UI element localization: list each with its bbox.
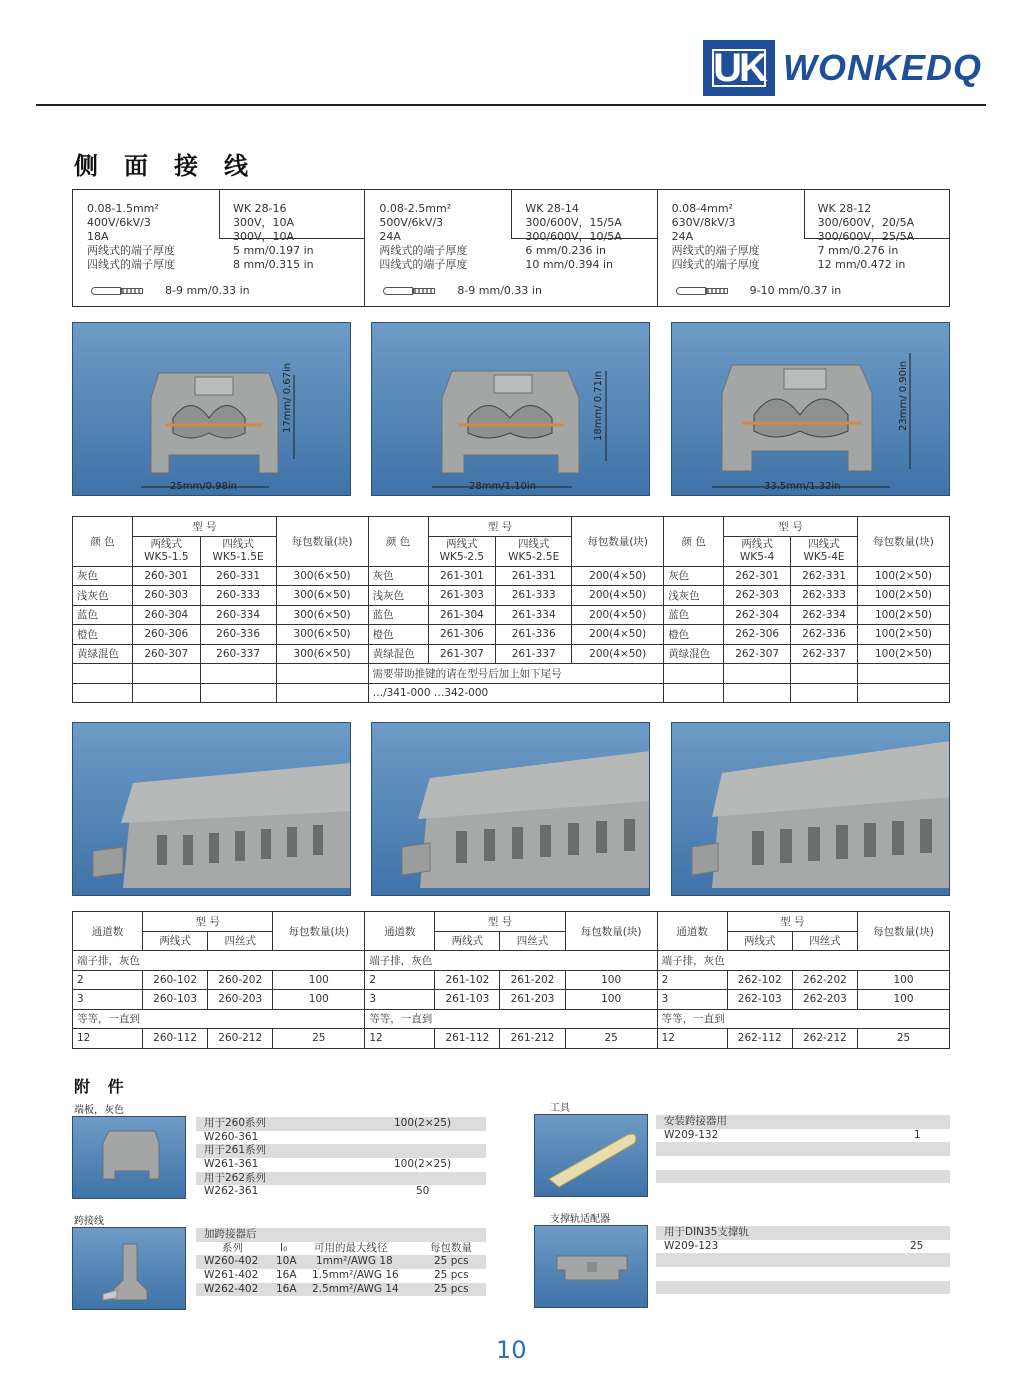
- width-dimension: 33.5mm/1.32in: [764, 481, 841, 492]
- terminal-block-icon: [372, 323, 650, 496]
- wire-strip: [383, 284, 542, 298]
- spec-column: [73, 190, 365, 306]
- header-model: 型 号: [133, 517, 277, 537]
- list-item: 系列 I₀ 可用的最大线径 每包数量: [222, 1241, 472, 1254]
- spec-column: [365, 190, 657, 306]
- strip-length: 8-9 mm/0.33 in: [165, 284, 250, 297]
- color-model-table: [72, 516, 950, 703]
- spec-text: 300/600V，15/5A: [525, 216, 622, 229]
- terminal-strip-icon: [672, 723, 950, 896]
- terminal-strip-photo-260: [72, 722, 351, 896]
- spec-text: 两线式的端子厚度: [87, 244, 175, 257]
- spec-text: 400V/6kV/3: [87, 216, 151, 229]
- header-two-wire: 两线式 WK5-1.5: [133, 536, 201, 566]
- spec-text: 18A: [87, 230, 109, 243]
- terminal-block-icon: [73, 323, 351, 496]
- spec-text: 300/600V，25/5A: [817, 230, 915, 243]
- spec-text: 24A: [379, 230, 401, 243]
- spec-text: WK 28-14: [525, 202, 579, 215]
- spec-text: 300/600V，10/5A: [525, 230, 622, 243]
- spec-text: 7 mm/0.276 in: [817, 244, 899, 257]
- strip-length: 8-9 mm/0.33 in: [457, 284, 542, 297]
- brand-name: WONKEDQ: [783, 47, 982, 88]
- header-pack: 每包数量(块): [565, 912, 657, 951]
- list-item: W260-402 10A 1mm²/AWG 18 25 pcs: [196, 1255, 486, 1269]
- spec-text: 6 mm/0.236 in: [525, 244, 606, 257]
- spec-text: 四线式的端子厚度: [671, 258, 760, 271]
- tool-icon: [535, 1115, 649, 1198]
- width-dimension: 28mm/1.10in: [469, 481, 536, 492]
- height-dimension: 17mm/ 0.67in: [282, 362, 293, 433]
- list-item: W209-123 25: [664, 1239, 924, 1252]
- table-row: 2 260-102 260-202 100 2 261-102 261-202 100 2 262-102 262-202 100: [73, 970, 950, 990]
- list-item: 用于262系列: [196, 1172, 486, 1186]
- terminal-strip-table: [72, 911, 950, 1049]
- list-item: W260-361: [204, 1130, 259, 1143]
- header-two-wire: 两线式: [435, 931, 500, 951]
- header-model: 型 号: [727, 912, 857, 932]
- note-push-key: 需要带助推键的请在型号后加上如下尾号: [368, 664, 664, 684]
- header-divider: [36, 104, 986, 106]
- header-model: 型 号: [143, 912, 273, 932]
- header-two-wire: 两线式: [143, 931, 208, 951]
- jumper-list: [196, 1228, 486, 1296]
- width-dimension: 25mm/0.98in: [170, 481, 237, 492]
- table-row: 黄绿混色 260-307 260-337 300(6×50) 黄绿混色 261-307 261-337 200(4×50) 黄绿混色 262-307 262-337 100(2×50): [73, 644, 950, 664]
- spec-text: 0.08-1.5mm²: [87, 202, 159, 215]
- spec-text: 24A: [671, 230, 694, 243]
- header-pack: 每包数量(块): [273, 912, 365, 951]
- header-pack: 每包数量(块): [276, 517, 368, 567]
- strip-length: 9-10 mm/0.37 in: [749, 284, 842, 297]
- wire-insulation-icon: [91, 287, 121, 295]
- wire-insulation-icon: [676, 287, 706, 295]
- spec-text: 630V/8kV/3: [671, 216, 736, 229]
- product-photo-wk5-4: [671, 322, 950, 496]
- tool-label: 工具: [550, 1103, 570, 1114]
- header-model: 型 号: [428, 517, 572, 537]
- header-model: 型 号: [724, 517, 858, 537]
- spec-text: 12 mm/0.472 in: [817, 258, 906, 271]
- spec-text: 500V/6kV/3: [379, 216, 444, 229]
- header-model: 型 号: [435, 912, 565, 932]
- header-four-wire: 四丝式: [208, 931, 273, 951]
- header-color: 颜 色: [664, 517, 724, 567]
- list-item: 用于260系列 100(2×25): [196, 1117, 486, 1131]
- product-photo-wk5-1-5: [72, 322, 351, 496]
- header-two-wire: 两线式: [727, 931, 792, 951]
- logo-mark: UK: [703, 40, 775, 96]
- tool-photo: [534, 1114, 648, 1197]
- header-pack: 每包数量(块): [858, 517, 950, 567]
- jumper-icon: [73, 1228, 187, 1311]
- adapter-photo: [534, 1225, 648, 1308]
- wire-insulation-icon: [383, 287, 413, 295]
- adapter-list: [656, 1226, 950, 1294]
- spec-text: 0.08-2.5mm²: [379, 202, 452, 215]
- spec-text: 0.08-4mm²: [671, 202, 733, 215]
- wire-core-icon: [121, 288, 143, 294]
- spec-text: 四线式的端子厚度: [87, 258, 175, 271]
- wire-strip: [676, 284, 842, 298]
- wire-core-icon: [706, 288, 728, 294]
- header-color: 颜 色: [368, 517, 428, 567]
- rail-adapter-icon: [535, 1226, 649, 1309]
- header-color: 颜 色: [73, 517, 133, 567]
- table-note-row: [73, 664, 950, 684]
- spec-text: 300V，10A: [233, 230, 295, 243]
- header-channels: 通道数: [73, 912, 143, 951]
- spec-text: WK 28-12: [817, 202, 872, 215]
- height-dimension: 23mm/ 0.90in: [898, 360, 909, 431]
- list-item: W261-402 16A 1.5mm²/AWG 16 25 pcs: [204, 1269, 469, 1282]
- terminal-strip-icon: [372, 723, 650, 896]
- header-four-wire: 四丝式: [792, 931, 857, 951]
- brand-logo: [703, 40, 982, 96]
- note-suffix: …/341-000 …342-000: [368, 683, 664, 703]
- header-four-wire: 四线式 WK5-1.5E: [200, 536, 276, 566]
- table-row: 灰色 260-301 260-331 300(6×50) 灰色 261-301 261-331 200(4×50) 灰色 262-301 262-331 100(2×50): [73, 566, 950, 586]
- table-row: 浅灰色 260-303 260-333 300(6×50) 浅灰色 261-303 261-333 200(4×50) 浅灰色 262-303 262-333 100(2×50): [73, 586, 950, 606]
- spec-text: 两线式的端子厚度: [379, 244, 468, 257]
- spec-text: 四线式的端子厚度: [379, 258, 468, 271]
- terminal-strip-icon: [73, 723, 351, 896]
- spec-text: 10 mm/0.394 in: [525, 258, 613, 271]
- table-row: 橙色 260-306 260-336 300(6×50) 橙色 261-306 261-336 200(4×50) 橙色 262-306 262-336 100(2×50): [73, 625, 950, 645]
- end-plate-list: [196, 1117, 486, 1199]
- accessories-title: 附 件: [74, 1077, 130, 1096]
- end-plate-icon: [73, 1117, 187, 1200]
- terminal-strip-photo-261: [371, 722, 650, 896]
- list-item: 加跨接器后: [196, 1228, 486, 1242]
- adapter-label: 支撑轨适配器: [550, 1214, 610, 1225]
- header-channels: 通道数: [365, 912, 435, 951]
- product-photo-wk5-2-5: [371, 322, 650, 496]
- spec-column: [658, 190, 949, 306]
- section-title: 侧面接线: [74, 151, 274, 180]
- header-pack: 每包数量(块): [572, 517, 664, 567]
- list-item: W261-361 100(2×25): [204, 1158, 452, 1171]
- header-two-wire: 两线式 WK5-4: [724, 536, 791, 566]
- spec-text: 两线式的端子厚度: [671, 244, 760, 257]
- list-item: W209-132 1: [664, 1128, 921, 1141]
- header-two-wire: 两线式 WK5-2.5: [428, 536, 496, 566]
- list-item: 用于DIN35支撑轨: [656, 1226, 950, 1240]
- header-four-wire: 四丝式: [500, 931, 565, 951]
- end-plate-label: 端板，灰色: [74, 1105, 124, 1116]
- tool-list: [656, 1115, 950, 1183]
- table-note-row: [73, 683, 950, 703]
- header-four-wire: 四线式 WK5-2.5E: [496, 536, 572, 566]
- terminal-strip-photo-262: [671, 722, 950, 896]
- spec-text: WK 28-16: [233, 202, 287, 215]
- spec-text: 300/600V，20/5A: [817, 216, 915, 229]
- list-item: 安装跨接器用: [656, 1115, 950, 1129]
- end-plate-photo: [72, 1116, 186, 1199]
- spec-text: 5 mm/0.197 in: [233, 244, 314, 257]
- spec-text: 300V，10A: [233, 216, 295, 229]
- header-pack: 每包数量(块): [858, 912, 950, 951]
- jumper-photo: [72, 1227, 186, 1310]
- caption-row: 端子排，灰色 端子排，灰色 端子排，灰色: [73, 951, 950, 971]
- header-channels: 通道数: [657, 912, 727, 951]
- height-dimension: 18mm/ 0.71in: [593, 370, 604, 441]
- list-item: W262-402 16A 2.5mm²/AWG 14 25 pcs: [196, 1283, 486, 1297]
- jumper-label: 跨接线: [74, 1216, 104, 1227]
- page-number: 10: [496, 1336, 527, 1364]
- table-row: 3 260-103 260-203 100 3 261-103 261-203 100 3 262-103 262-203 100: [73, 990, 950, 1010]
- list-item: 用于261系列: [196, 1144, 486, 1158]
- header-four-wire: 四线式 WK5-4E: [791, 536, 858, 566]
- etc-row: 等等，一直到 等等，一直到 等等，一直到: [73, 1009, 950, 1029]
- wire-strip: [91, 284, 250, 298]
- table-row: 12 260-112 260-212 25 12 261-112 261-212 25 12 262-112 262-212 25: [73, 1029, 950, 1049]
- list-item: W262-361 50: [204, 1185, 430, 1198]
- wire-core-icon: [413, 288, 435, 294]
- table-row: 蓝色 260-304 260-334 300(6×50) 蓝色 261-304 261-334 200(4×50) 蓝色 262-304 262-334 100(2×50): [73, 605, 950, 625]
- spec-panel: [72, 189, 950, 307]
- spec-text: 8 mm/0.315 in: [233, 258, 314, 271]
